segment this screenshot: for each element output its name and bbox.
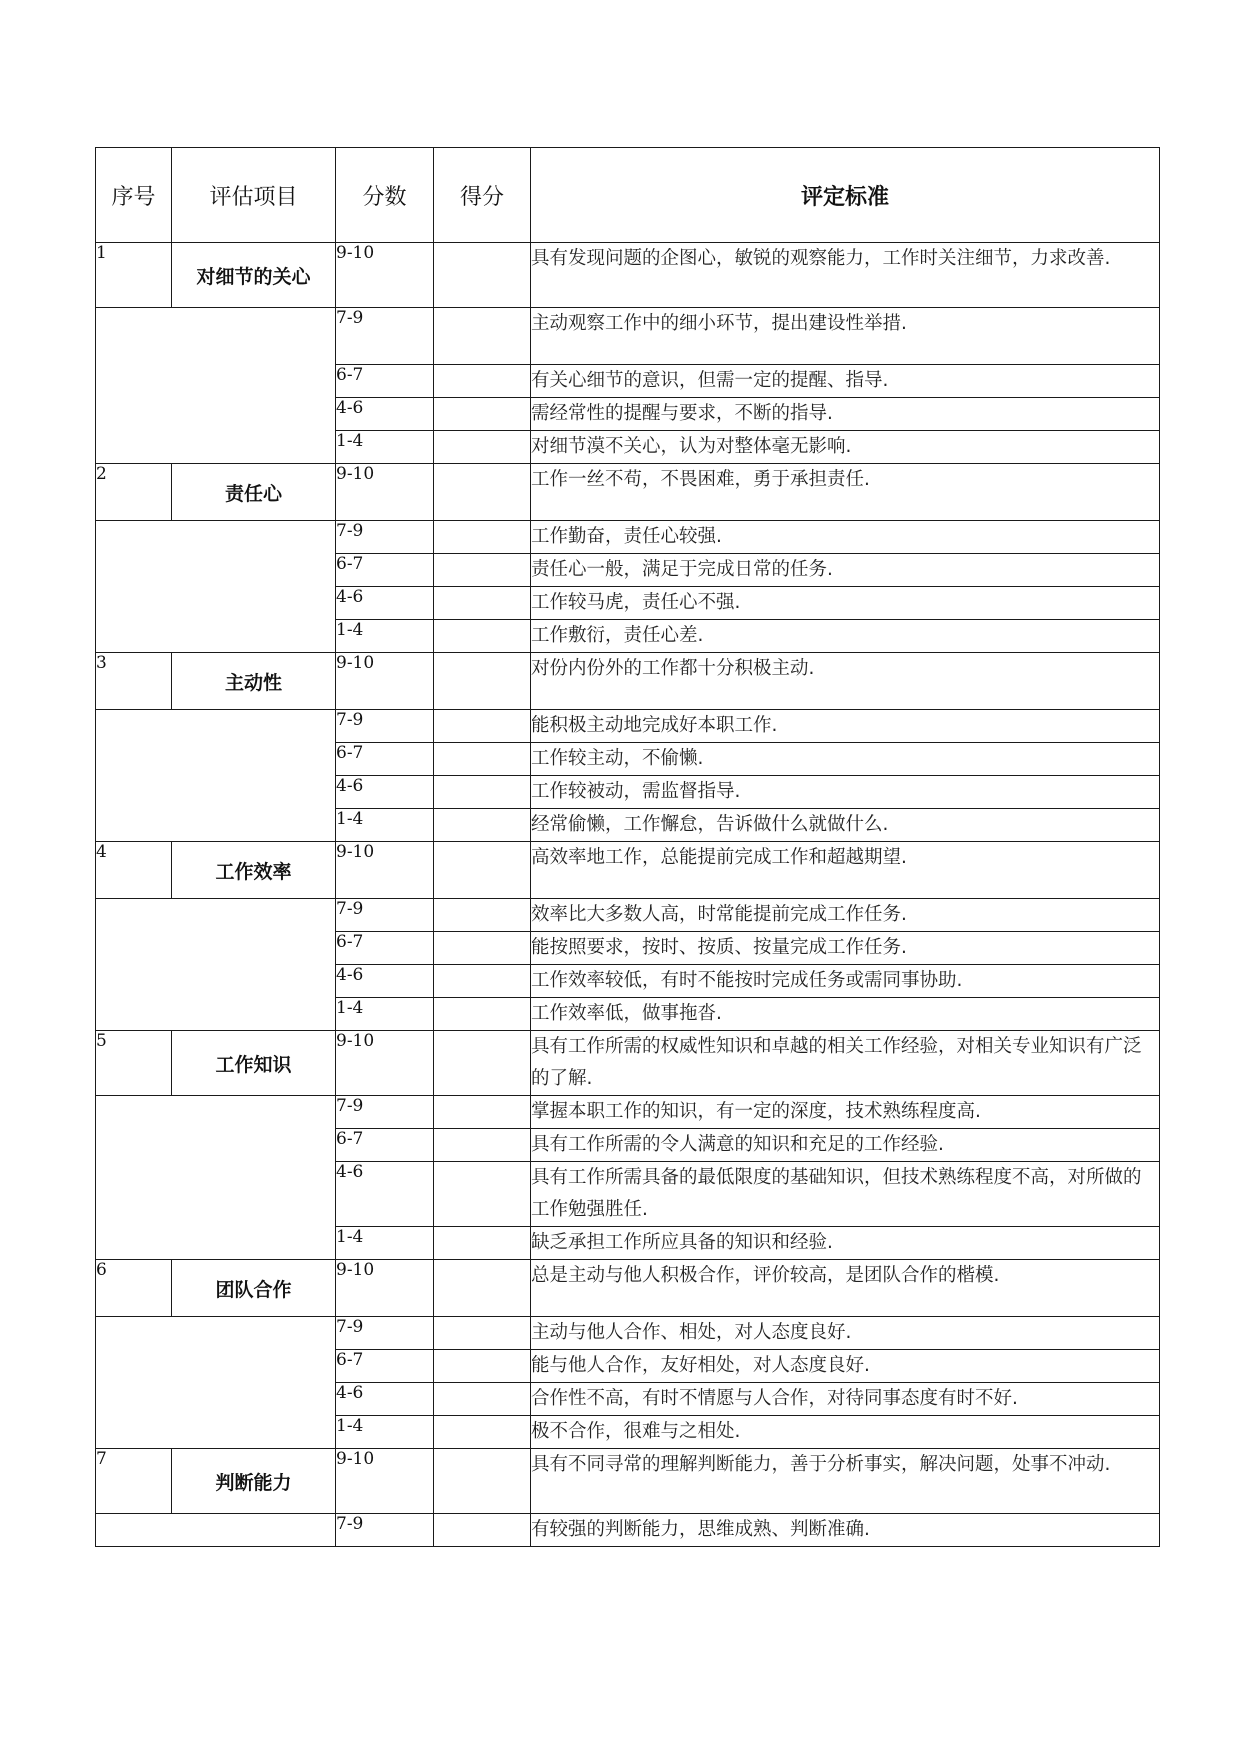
score-range: 6-7	[336, 365, 434, 398]
criteria-text: 合作性不高，有时不情愿与人合作，对待同事态度有时不好.	[531, 1383, 1160, 1416]
section-number: 4	[96, 842, 172, 899]
criteria-text: 工作效率较低，有时不能按时完成任务或需同事协助.	[531, 965, 1160, 998]
table-row	[96, 1096, 1160, 1129]
evaluation-table	[95, 147, 1160, 1547]
blank-merged-cell	[96, 710, 336, 842]
score-cell[interactable]	[434, 620, 531, 653]
score-range: 4-6	[336, 1162, 434, 1227]
score-range: 1-4	[336, 809, 434, 842]
criteria-text: 具有不同寻常的理解判断能力，善于分析事实，解决问题，处事不冲动.	[531, 1449, 1160, 1514]
criteria-text: 有较强的判断能力，思维成熟、判断准确.	[531, 1514, 1160, 1547]
score-cell[interactable]	[434, 1350, 531, 1383]
table-row	[96, 899, 1160, 932]
score-range: 7-9	[336, 521, 434, 554]
score-range: 4-6	[336, 776, 434, 809]
score-cell[interactable]	[434, 710, 531, 743]
score-cell[interactable]	[434, 1260, 531, 1317]
criteria-text: 工作敷衍，责任心差.	[531, 620, 1160, 653]
score-cell[interactable]	[434, 1317, 531, 1350]
criteria-text: 能积极主动地完成好本职工作.	[531, 710, 1160, 743]
section-number: 3	[96, 653, 172, 710]
table-row	[96, 243, 1160, 308]
score-cell[interactable]	[434, 932, 531, 965]
score-cell[interactable]	[434, 1416, 531, 1449]
score-range: 1-4	[336, 431, 434, 464]
blank-merged-cell	[96, 1317, 336, 1449]
section-number: 2	[96, 464, 172, 521]
score-cell[interactable]	[434, 653, 531, 710]
section-item: 主动性	[172, 653, 336, 710]
header-item: 评估项目	[172, 148, 336, 243]
score-range: 7-9	[336, 710, 434, 743]
criteria-text: 掌握本职工作的知识，有一定的深度，技术熟练程度高.	[531, 1096, 1160, 1129]
score-range: 9-10	[336, 243, 434, 308]
blank-merged-cell	[96, 1096, 336, 1260]
score-cell[interactable]	[434, 776, 531, 809]
blank-merged-cell	[96, 308, 336, 464]
criteria-text: 高效率地工作，总能提前完成工作和超越期望.	[531, 842, 1160, 899]
score-cell[interactable]	[434, 521, 531, 554]
table-row	[96, 1514, 1160, 1547]
score-cell[interactable]	[434, 431, 531, 464]
score-cell[interactable]	[434, 809, 531, 842]
score-range: 1-4	[336, 1416, 434, 1449]
score-range: 9-10	[336, 1449, 434, 1514]
score-range: 4-6	[336, 1383, 434, 1416]
criteria-text: 具有工作所需的令人满意的知识和充足的工作经验.	[531, 1129, 1160, 1162]
table-row	[96, 1031, 1160, 1096]
criteria-text: 工作较被动，需监督指导.	[531, 776, 1160, 809]
criteria-text: 具有发现问题的企图心，敏锐的观察能力，工作时关注细节，力求改善.	[531, 243, 1160, 308]
table-row	[96, 308, 1160, 365]
header-no: 序号	[96, 148, 172, 243]
score-range: 6-7	[336, 932, 434, 965]
section-item: 工作知识	[172, 1031, 336, 1096]
score-cell[interactable]	[434, 243, 531, 308]
score-range: 9-10	[336, 464, 434, 521]
score-cell[interactable]	[434, 1514, 531, 1547]
score-range: 6-7	[336, 1129, 434, 1162]
criteria-text: 工作效率低，做事拖沓.	[531, 998, 1160, 1031]
score-range: 9-10	[336, 1260, 434, 1317]
criteria-text: 工作较马虎，责任心不强.	[531, 587, 1160, 620]
score-range: 7-9	[336, 1096, 434, 1129]
criteria-text: 经常偷懒，工作懈怠，告诉做什么就做什么.	[531, 809, 1160, 842]
criteria-text: 有关心细节的意识，但需一定的提醒、指导.	[531, 365, 1160, 398]
score-range: 1-4	[336, 620, 434, 653]
score-cell[interactable]	[434, 1129, 531, 1162]
score-range: 4-6	[336, 398, 434, 431]
score-cell[interactable]	[434, 743, 531, 776]
score-cell[interactable]	[434, 965, 531, 998]
score-cell[interactable]	[434, 365, 531, 398]
criteria-text: 对份内份外的工作都十分积极主动.	[531, 653, 1160, 710]
criteria-text: 工作较主动，不偷懒.	[531, 743, 1160, 776]
score-cell[interactable]	[434, 899, 531, 932]
criteria-text: 主动观察工作中的细小环节，提出建设性举措.	[531, 308, 1160, 365]
criteria-text: 具有工作所需的权威性知识和卓越的相关工作经验，对相关专业知识有广泛的了解.	[531, 1031, 1160, 1096]
criteria-text: 对细节漠不关心，认为对整体毫无影响.	[531, 431, 1160, 464]
criteria-text: 责任心一般，满足于完成日常的任务.	[531, 554, 1160, 587]
section-number: 6	[96, 1260, 172, 1317]
score-range: 1-4	[336, 1227, 434, 1260]
header-get: 得分	[434, 148, 531, 243]
score-cell[interactable]	[434, 398, 531, 431]
section-item: 对细节的关心	[172, 243, 336, 308]
blank-merged-cell	[96, 521, 336, 653]
table-row	[96, 1449, 1160, 1514]
score-cell[interactable]	[434, 998, 531, 1031]
blank-merged-cell	[96, 1514, 336, 1547]
score-cell[interactable]	[434, 587, 531, 620]
score-cell[interactable]	[434, 464, 531, 521]
table-row	[96, 1260, 1160, 1317]
score-range: 7-9	[336, 308, 434, 365]
section-number: 7	[96, 1449, 172, 1514]
score-range: 7-9	[336, 899, 434, 932]
criteria-text: 工作勤奋，责任心较强.	[531, 521, 1160, 554]
table-row	[96, 1317, 1160, 1350]
score-cell[interactable]	[434, 1227, 531, 1260]
section-number: 5	[96, 1031, 172, 1096]
table-row	[96, 710, 1160, 743]
criteria-text: 能按照要求，按时、按质、按量完成工作任务.	[531, 932, 1160, 965]
criteria-text: 主动与他人合作、相处，对人态度良好.	[531, 1317, 1160, 1350]
criteria-text: 总是主动与他人积极合作，评价较高，是团队合作的楷模.	[531, 1260, 1160, 1317]
score-range: 9-10	[336, 653, 434, 710]
score-cell[interactable]	[434, 1162, 531, 1227]
criteria-text: 具有工作所需具备的最低限度的基础知识，但技术熟练程度不高，对所做的工作勉强胜任.	[531, 1162, 1160, 1227]
score-cell[interactable]	[434, 308, 531, 365]
score-cell[interactable]	[434, 1383, 531, 1416]
score-range: 4-6	[336, 965, 434, 998]
score-range: 6-7	[336, 1350, 434, 1383]
criteria-text: 需经常性的提醒与要求，不断的指导.	[531, 398, 1160, 431]
table-row	[96, 653, 1160, 710]
score-range: 7-9	[336, 1514, 434, 1547]
score-cell[interactable]	[434, 554, 531, 587]
score-range: 7-9	[336, 1317, 434, 1350]
criteria-text: 极不合作，很难与之相处.	[531, 1416, 1160, 1449]
criteria-text: 工作一丝不苟，不畏困难，勇于承担责任.	[531, 464, 1160, 521]
section-item: 工作效率	[172, 842, 336, 899]
score-range: 9-10	[336, 1031, 434, 1096]
section-item: 判断能力	[172, 1449, 336, 1514]
section-item: 团队合作	[172, 1260, 336, 1317]
criteria-text: 效率比大多数人高，时常能提前完成工作任务.	[531, 899, 1160, 932]
criteria-text: 缺乏承担工作所应具备的知识和经验.	[531, 1227, 1160, 1260]
score-range: 1-4	[336, 998, 434, 1031]
header-row	[96, 148, 1160, 243]
blank-merged-cell	[96, 899, 336, 1031]
score-range: 6-7	[336, 743, 434, 776]
score-cell[interactable]	[434, 1449, 531, 1514]
score-cell[interactable]	[434, 1096, 531, 1129]
score-cell[interactable]	[434, 842, 531, 899]
score-range: 4-6	[336, 587, 434, 620]
score-range: 9-10	[336, 842, 434, 899]
score-cell[interactable]	[434, 1031, 531, 1096]
section-number: 1	[96, 243, 172, 308]
table-row	[96, 521, 1160, 554]
header-criteria: 评定标准	[531, 148, 1160, 243]
table-row	[96, 842, 1160, 899]
criteria-text: 能与他人合作，友好相处，对人态度良好.	[531, 1350, 1160, 1383]
score-range: 6-7	[336, 554, 434, 587]
header-score: 分数	[336, 148, 434, 243]
section-item: 责任心	[172, 464, 336, 521]
table-row	[96, 464, 1160, 521]
